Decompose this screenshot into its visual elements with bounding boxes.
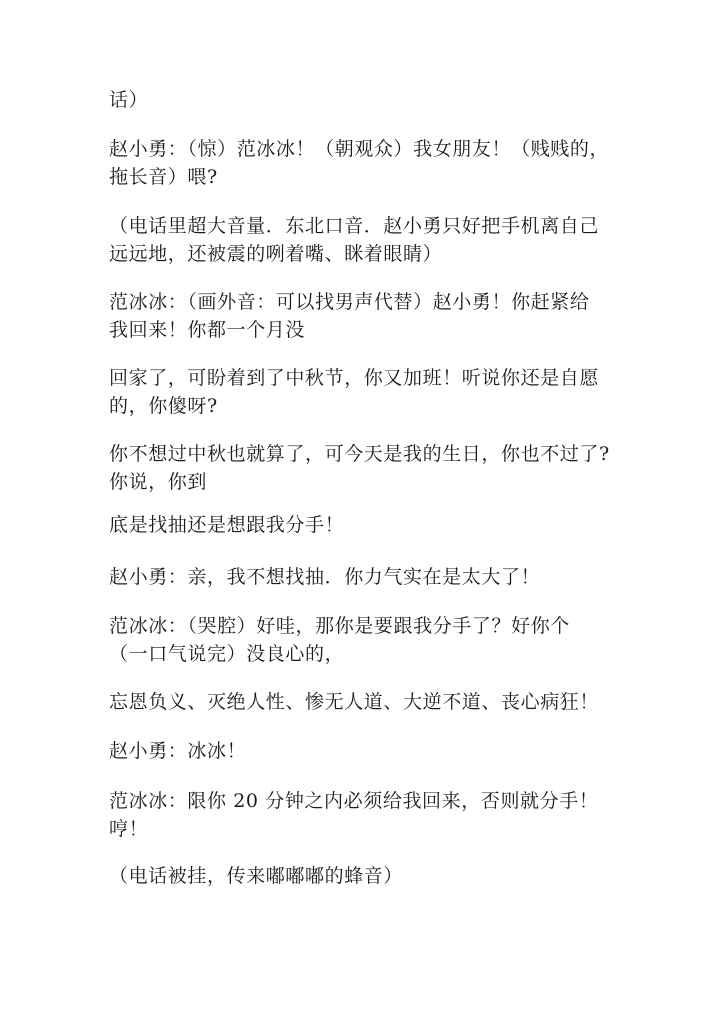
paragraph [109, 737, 611, 765]
text-line: 回家了，可盼着到了中秋节，你又加班！听说你还是自愿 [109, 367, 600, 389]
text-line: （电话里超大音量．东北口音．赵小勇只好把手机离自己 [109, 215, 600, 237]
text-line: 我回来！你都一个月没 [109, 319, 306, 341]
text-line: （一口气说完）没良心的， [109, 643, 345, 665]
text-line: （电话被挂，传来嘟嘟嘟的蜂音） [109, 865, 404, 887]
paragraph [109, 440, 611, 496]
text-line: 赵小勇：冰冰！ [109, 740, 247, 762]
paragraph [109, 787, 611, 843]
text-line: 拖长音）喂? [109, 166, 218, 188]
paragraph [109, 862, 611, 890]
paragraph [109, 212, 611, 268]
text-line: 忘恩负义、灭绝人性、惨无人道、大逆不道、丧心病狂！ [109, 691, 600, 713]
paragraph [109, 364, 611, 420]
text-line: 远远地，还被震的咧着嘴、眯着眼睛） [109, 243, 443, 265]
text-line: 范冰冰：（画外音：可以找男声代替）赵小勇！你赶紧给 [109, 291, 590, 313]
text-line: 赵小勇：（惊）范冰冰！（朝观众）我女朋友！（贱贱的， [109, 138, 610, 160]
text-line: 底是找抽还是想跟我分手！ [109, 514, 345, 536]
text-line: 赵小勇：亲，我不想找抽．你力气实在是太大了！ [109, 566, 541, 588]
paragraph [109, 86, 611, 114]
text-line: 你说，你到 [109, 471, 208, 493]
text-line: 哼！ [109, 818, 149, 840]
paragraph [109, 688, 611, 716]
paragraph [109, 288, 611, 344]
text-line: 的，你傻呀? [109, 395, 218, 417]
text-line: 话） [109, 89, 149, 111]
paragraph [109, 612, 611, 668]
paragraph [109, 563, 611, 591]
paragraph [109, 511, 611, 539]
paragraph [109, 135, 611, 191]
text-line: 你不想过中秋也就算了，可今天是我的生日，你也不过了? [109, 443, 610, 465]
text-line: 范冰冰：（哭腔）好哇，那你是要跟我分手了？好你个 [109, 615, 570, 637]
text-line: 范冰冰：限你 20 分钟之内必须给我回来，否则就分手！ [109, 790, 599, 812]
